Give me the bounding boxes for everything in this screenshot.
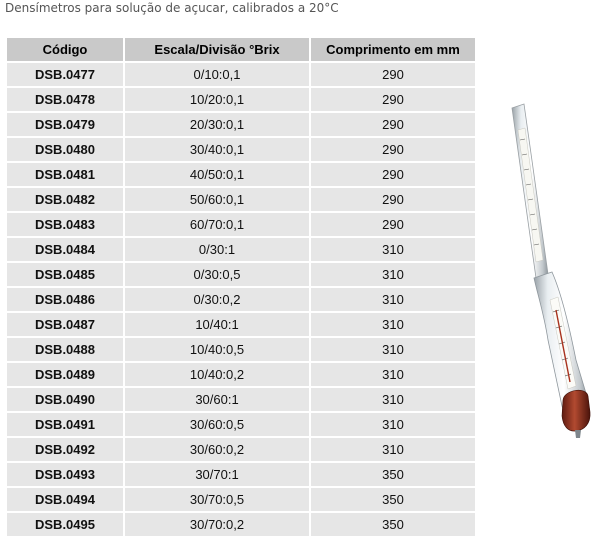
code-cell: DSB.0481: [7, 163, 123, 186]
length-cell: 290: [309, 138, 475, 161]
length-cell: 310: [309, 238, 475, 261]
length-cell: 310: [309, 413, 475, 436]
code-cell: DSB.0479: [7, 113, 123, 136]
scale-cell: 30/70:1: [123, 463, 309, 486]
code-cell: DSB.0484: [7, 238, 123, 261]
scale-cell: 10/20:0,1: [123, 88, 309, 111]
table-row: [7, 88, 475, 111]
table-row: [7, 363, 475, 386]
length-cell: 290: [309, 88, 475, 111]
scale-cell: 30/40:0,1: [123, 138, 309, 161]
length-cell: 290: [309, 163, 475, 186]
table-row: [7, 513, 475, 536]
table-row: [7, 388, 475, 411]
length-cell: 350: [309, 513, 475, 536]
scale-cell: 0/30:0,5: [123, 263, 309, 286]
code-cell: DSB.0492: [7, 438, 123, 461]
scale-cell: 50/60:0,1: [123, 188, 309, 211]
code-cell: DSB.0485: [7, 263, 123, 286]
length-cell: 290: [309, 63, 475, 86]
scale-cell: 0/10:0,1: [123, 63, 309, 86]
table-row: [7, 63, 475, 86]
scale-cell: 10/40:1: [123, 313, 309, 336]
code-cell: DSB.0477: [7, 63, 123, 86]
table-row: [7, 463, 475, 486]
table-row: [7, 438, 475, 461]
table-row: [7, 238, 475, 261]
length-cell: 310: [309, 313, 475, 336]
table-row: [7, 413, 475, 436]
length-cell: 310: [309, 338, 475, 361]
hydrometer-spec-table: [7, 36, 475, 538]
length-cell: 310: [309, 363, 475, 386]
length-cell: 350: [309, 463, 475, 486]
scale-cell: 60/70:0,1: [123, 213, 309, 236]
code-cell: DSB.0495: [7, 513, 123, 536]
table-header-row: [7, 38, 475, 61]
header-scale: Escala/Divisão °Brix: [123, 38, 309, 61]
hydrometer-image: [490, 100, 600, 440]
scale-cell: 20/30:0,1: [123, 113, 309, 136]
length-cell: 290: [309, 113, 475, 136]
table-row: [7, 288, 475, 311]
table-row: [7, 338, 475, 361]
scale-cell: 30/60:0,5: [123, 413, 309, 436]
header-length: Comprimento em mm: [309, 38, 475, 61]
length-cell: 290: [309, 188, 475, 211]
code-cell: DSB.0491: [7, 413, 123, 436]
code-cell: DSB.0490: [7, 388, 123, 411]
length-cell: 290: [309, 213, 475, 236]
code-cell: DSB.0494: [7, 488, 123, 511]
table-row: [7, 213, 475, 236]
table-row: [7, 188, 475, 211]
scale-cell: 10/40:0,2: [123, 363, 309, 386]
code-cell: DSB.0482: [7, 188, 123, 211]
code-cell: DSB.0486: [7, 288, 123, 311]
table-body: [7, 63, 475, 536]
length-cell: 310: [309, 388, 475, 411]
table-row: [7, 113, 475, 136]
scale-cell: 0/30:0,2: [123, 288, 309, 311]
scale-cell: 30/70:0,2: [123, 513, 309, 536]
code-cell: DSB.0488: [7, 338, 123, 361]
scale-cell: 40/50:0,1: [123, 163, 309, 186]
table-row: [7, 263, 475, 286]
scale-cell: 10/40:0,5: [123, 338, 309, 361]
code-cell: DSB.0483: [7, 213, 123, 236]
scale-cell: 30/70:0,5: [123, 488, 309, 511]
page-caption: Densímetros para solução de açucar, calibrados a 20°C: [5, 1, 339, 15]
code-cell: DSB.0493: [7, 463, 123, 486]
scale-cell: 30/60:0,2: [123, 438, 309, 461]
code-cell: DSB.0487: [7, 313, 123, 336]
length-cell: 350: [309, 488, 475, 511]
code-cell: DSB.0489: [7, 363, 123, 386]
length-cell: 310: [309, 288, 475, 311]
table-row: [7, 488, 475, 511]
table-row: [7, 138, 475, 161]
header-code: Código: [7, 38, 123, 61]
length-cell: 310: [309, 263, 475, 286]
length-cell: 310: [309, 438, 475, 461]
table-row: [7, 163, 475, 186]
table-row: [7, 313, 475, 336]
scale-cell: 0/30:1: [123, 238, 309, 261]
scale-cell: 30/60:1: [123, 388, 309, 411]
code-cell: DSB.0480: [7, 138, 123, 161]
code-cell: DSB.0478: [7, 88, 123, 111]
